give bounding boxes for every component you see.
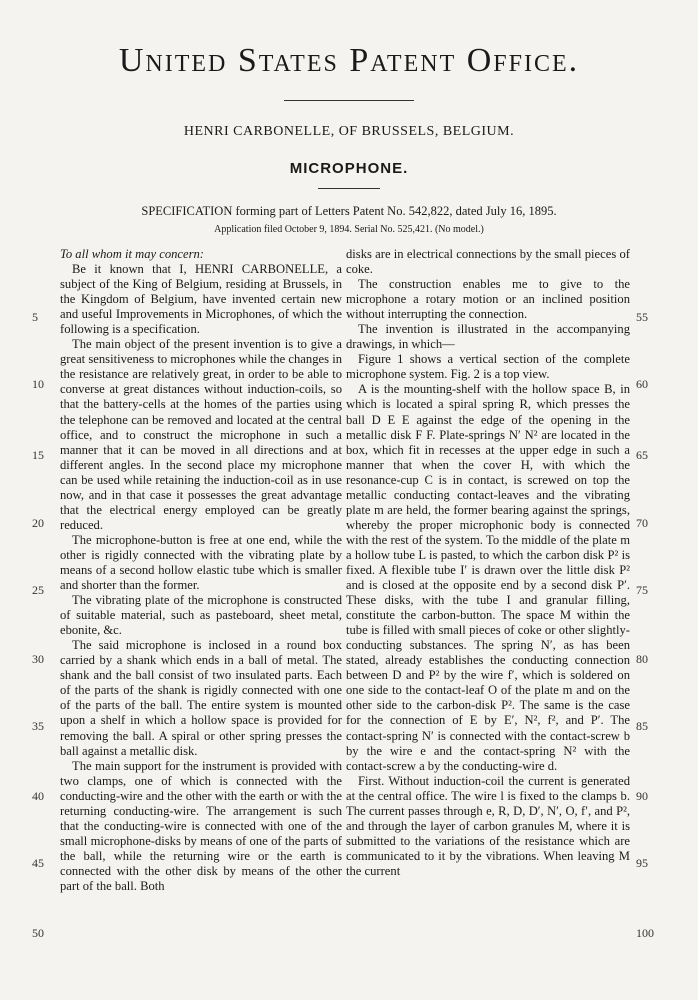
line-number: 40 — [32, 789, 44, 803]
line-number: 10 — [32, 377, 44, 391]
line-number: 100 — [636, 926, 654, 940]
title-divider — [284, 100, 414, 101]
line-number: 25 — [32, 583, 44, 597]
paragraph: disks are in electrical connections by the small pieces of coke. — [346, 247, 630, 277]
paragraph: Be it known that I, HENRI CARBONELLE, a subject of the King of Belgium, residing at Brussels, in the Kingdom of Belgium, have invented certain new and useful Improvements in Microphones, of which the following is a specification. — [60, 262, 342, 337]
inventor-line: HENRI CARBONELLE, OF BRUSSELS, BELGIUM. — [183, 124, 515, 139]
line-number: 15 — [32, 448, 44, 462]
right-column — [346, 247, 630, 879]
line-number: 30 — [32, 652, 44, 666]
line-number: 75 — [636, 583, 648, 597]
line-number: 80 — [636, 652, 648, 666]
left-column — [60, 247, 342, 894]
paragraph: First. Without induction-coil the current is generated at the central office. The wire l is fixed to the clamps b. The current passes through e, R, D, D′, N′, O, f′, and P², and through the layer of carbon granules M, where it is submitted to the variations of the resistance which are communicated to it by the vibrations. When leaving M the current — [346, 773, 630, 878]
line-number: 90 — [636, 789, 648, 803]
application-filed-line: Application filed October 9, 1894. Serial No. 525,421. (No model.) — [214, 224, 484, 235]
salutation: To all whom it may concern: — [60, 247, 205, 261]
line-number: 55 — [636, 310, 648, 324]
paragraph: Figure 1 shows a vertical section of the complete microphone system. Fig. 2 is a top view. — [346, 352, 630, 382]
paragraph: A is the mounting-shelf with the hollow space B, in which is located a spiral spring R, which presses the ball D E E against the edge of the opening in the metallic disk F F. Plate-springs N′ N² are located in the box, which fit in recesses at the upper edge in such a manner that when the cover H, with which the resonance-cup C is in contact, is screwed on top the metallic conducting contact-leaves and the vibrating plate m are held, the former bearing against the springs, whereby the proper microphonic body is connected with the rest of the system. To the middle of the plate m a hollow tube L is pasted, to which the carbon disk P² is fixed. A flexible tube I′ is drawn over the little disk P² and is closed at the opposite end by a second disk P′. These disks, with the tube I and granular filling, constitute the carbon-button. The space M within the tube is filled with small pieces of coke or other slightly-conducting substances. The spring N′, as has been stated, already establishes the conducting connection between D and P² by the wire f′, which is soldered on one side to the contact-leaf O of the plate m and on the other side to the carbon-disk P². The same is the case for the connection of E by E′, N², f², and P′. The contact-spring N′ is connected with the contact-screw b by the wire e and the contact-spring N² with the contact-screw a by the conducting-wire d. — [346, 382, 630, 773]
specification-line: SPECIFICATION forming part of Letters Patent No. 542,822, dated July 16, 1895. — [141, 204, 557, 218]
patent-office-title: United States Patent Office. — [118, 42, 580, 79]
paragraph: The microphone-button is free at one end, while the other is rigidly connected with the vibrating plate by means of a second hollow elastic tube which is smaller and shorter than the former. — [60, 532, 342, 593]
paragraph: The main support for the instrument is provided with two clamps, one of which is connected with the conducting-wire and the other with the earth or with the returning conducting-wire. The arrangement is such that the conducting-wire is connected with one of the small microphone-disks by means of one of the parts of the ball, while the returning wire or the earth is connected with the other disk by means of the other part of the ball. Both — [60, 758, 342, 893]
line-number: 50 — [32, 926, 44, 940]
line-number: 20 — [32, 516, 44, 530]
line-number: 60 — [636, 377, 648, 391]
line-number: 85 — [636, 719, 648, 733]
invention-title: MICROPHONE. — [289, 160, 409, 177]
line-number: 5 — [32, 310, 38, 324]
line-number: 65 — [636, 448, 648, 462]
line-number: 70 — [636, 516, 648, 530]
invention-divider — [318, 188, 380, 189]
paragraph: The said microphone is inclosed in a round box carried by a shank which ends in a ball of metal. The shank and the ball consist of two insulated parts. Each of the parts of the shank is rigidly connected with one of the parts of the ball. The entire system is mounted upon a shelf in which a hollow space is provided for removing the ball. A spiral or other spring presses the ball against a metallic disk. — [60, 638, 342, 758]
line-number: 95 — [636, 856, 648, 870]
line-number: 45 — [32, 856, 44, 870]
paragraph: The main object of the present invention is to give a great sensitiveness to microphones while the changes in the resistance are relatively great, in order to be able to converse at great distances without induction-coils, so that the battery-cells at the homes of the parties using the telephone can be removed and located at the central office, and to construct the microphone in such a manner that it can be moved in all directions and at different angles. In the second place my microphone can be used while retaining the induction-coil as in use now, and in that case it possesses the great advantage that the electrical energy employed can be greatly reduced. — [60, 337, 342, 532]
paragraph: The invention is illustrated in the accompanying drawings, in which— — [346, 322, 630, 352]
paragraph: The vibrating plate of the microphone is constructed of suitable material, such as pasteboard, sheet metal, ebonite, &c. — [60, 593, 342, 638]
paragraph: The construction enables me to give to the microphone a rotary motion or an inclined position without interrupting the connection. — [346, 277, 630, 322]
line-number: 35 — [32, 719, 44, 733]
